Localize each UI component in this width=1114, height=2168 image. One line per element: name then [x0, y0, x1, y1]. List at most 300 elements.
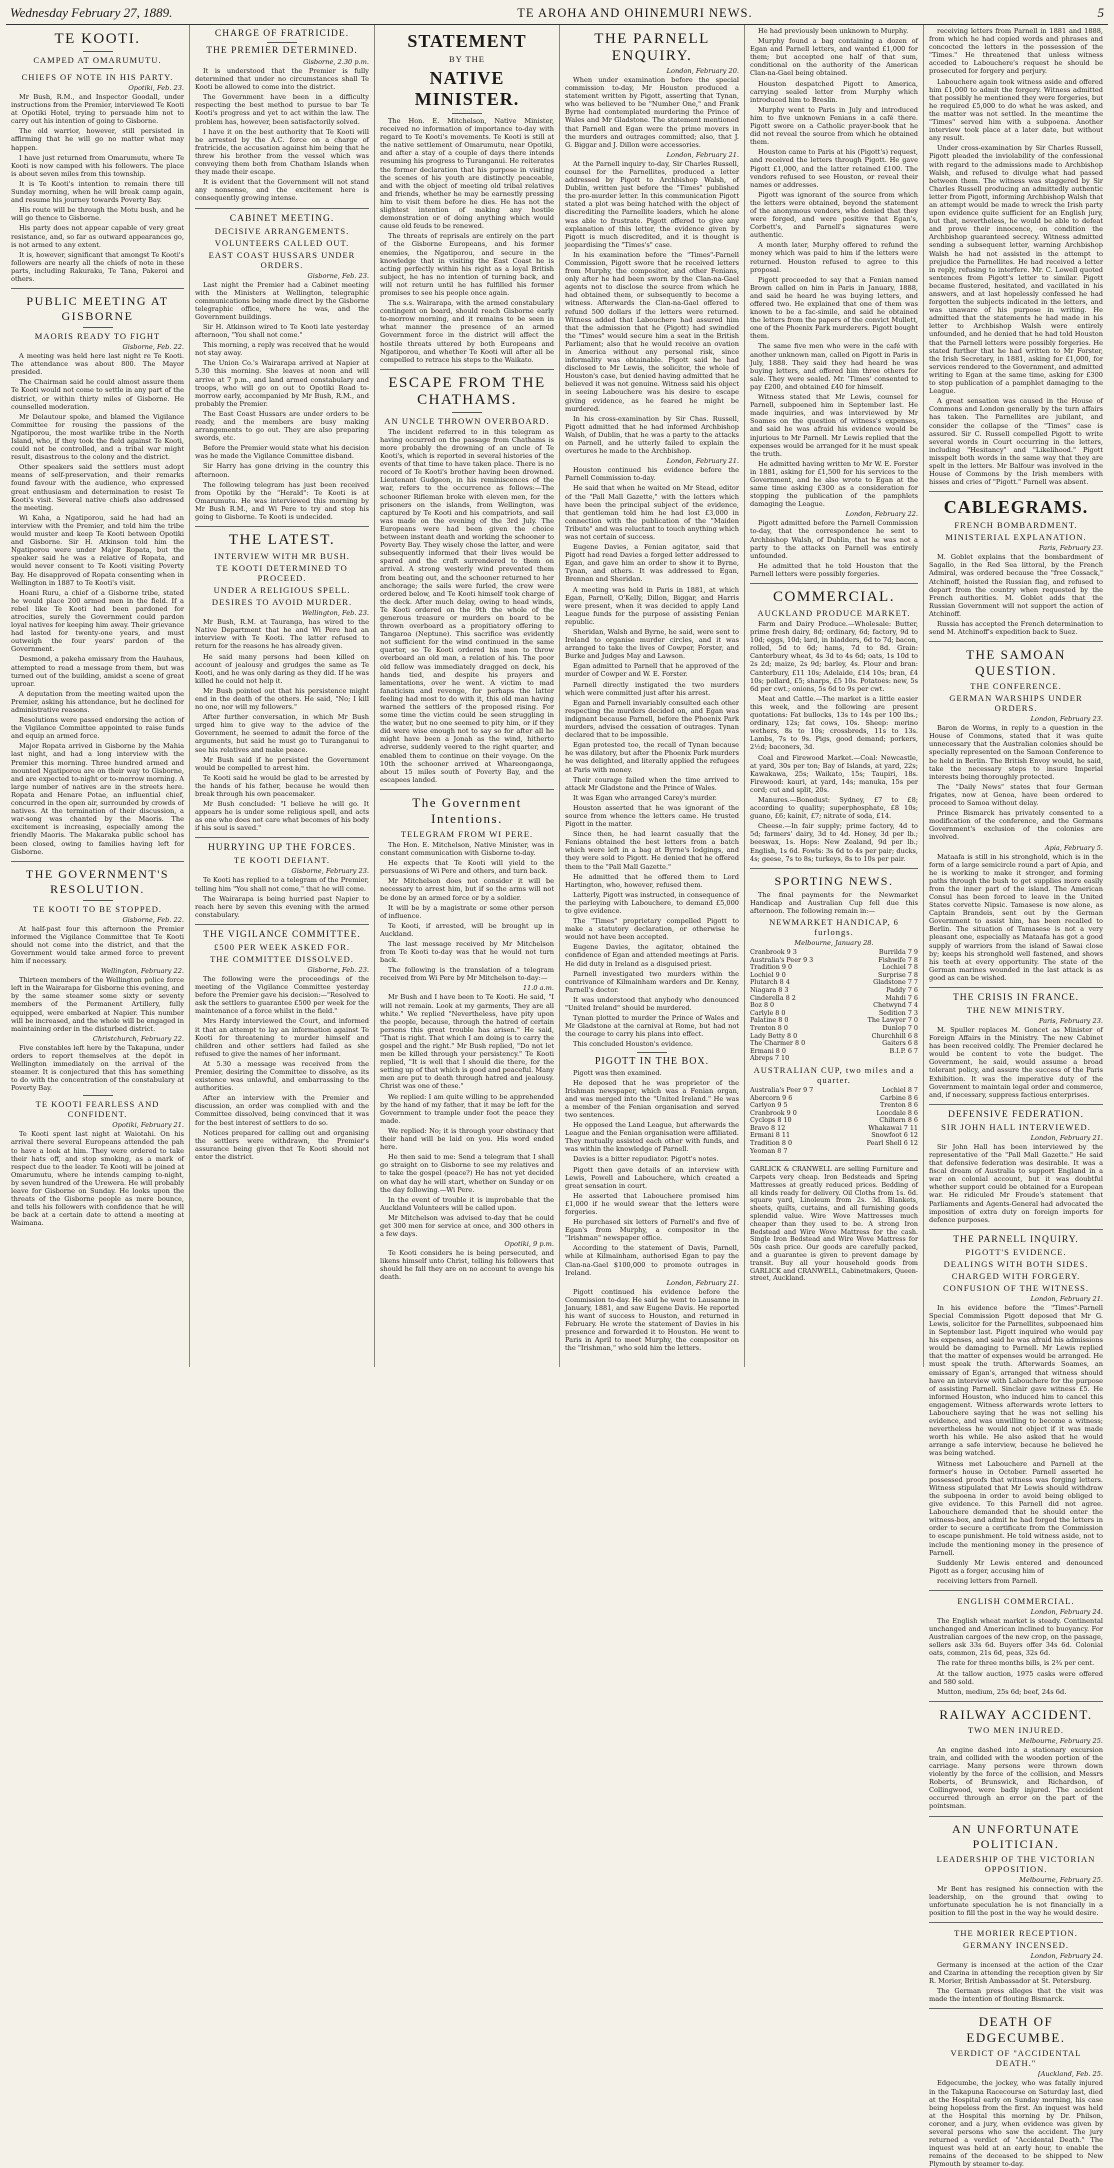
paragraph: Farm and Dairy Produce.—Wholesale: Butter, prime fresh dairy, 8d; ordinary, 6d; factory, 9d to 10d; eggs, 10d; lard, in bladders, 6d to 7d; bacon, rolled, 5d to 6d; hams, 7d to 8d. Grain: Canterbury wheat, 4s 3d to 4s 6d; oats, 1s 10d to 2s 2d; maize, 2s 9d; barley, 4s. Flour and bran: Canterbury, £11 10s; Adelaide, £14 10s; bran, £4 10s; pollard, £5; sharps, £5 10s. Potatoes: new, 5s 6d per cwt.; onions, 5s 6d to 9s per cwt.: [750, 620, 918, 693]
page-number: 5: [1097, 5, 1104, 20]
subhead: NEWMARKET HANDICAP, 6 furlongs.: [769, 917, 899, 937]
table-cell: Dunlop 7 0: [882, 1023, 918, 1032]
paragraph: He admitted that he told Houston that the Parnell letters were possibly forgeries.: [750, 561, 918, 578]
paragraph: Mrs Hardy interviewed the Court, and informed it that an attempt to lay an information against Te Kooti for threatening to murder himself and children and other settlers had failed as she refused to give the names of her informant.: [195, 1017, 369, 1058]
paragraph: Germany is incensed at the action of the Czar and Czarina in attending the reception given by Sir R. Morier, British Ambassador at St. Petersburg.: [929, 1960, 1103, 1986]
subhead: DEALINGS WITH BOTH SIDES.: [943, 1258, 1089, 1269]
paragraph: The rate for three months bills, is 2¾ per cent.: [937, 1659, 1095, 1668]
dateline: Christchurch, February 22.: [92, 1034, 184, 1043]
dateline: London, February 22.: [845, 510, 918, 519]
paragraph: Houston came to Paris at his (Pigott's) request, and received the letters through Pigott. He gave Pigott £1,000, and the latter retained £100. The vendors refused to see Houston, or reveal their names or addresses.: [750, 148, 918, 189]
headline: THE SAMOAN QUESTION.: [966, 647, 1066, 679]
headline: DEATH OF EDGECUMBE.: [966, 2014, 1066, 2046]
paragraph: The threats of reprisals are entirely on the part of the Gisborne Europeans, and his former enemies, the Ngatiporou, and secure in the knowledge that in visiting the East Coast he is acting perfectly within his right as a loyal British subject, he has no intention of turning back, and will not return until he has fulfilled his former promises to see his people once again.: [380, 232, 554, 297]
paragraph: receiving letters from Parnell in 1881 and 1888, from which he had copied words and phrases and concocted the letters in the possession of the "Times." He threatened that unless witness acceded to Labouchere's request he should be prosecuted for forgery and perjury.: [929, 27, 1103, 76]
paragraph: It is, however, significant that amongst Te Kooti's followers are nearly all the chiefs of note in these parts, including Rakuraku, Te Tana, Pakeroi and others.: [11, 250, 184, 283]
table-cell: Palatine 8 0: [750, 1016, 789, 1025]
table-cell: Boz 8 0: [750, 1001, 775, 1010]
subhead: AN UNCLE THROWN OVERBOARD.: [384, 415, 550, 426]
headline: TE KOOTI.: [54, 31, 141, 47]
table-cell: Tradition 9 0: [750, 963, 793, 972]
paragraph: Before the Premier would state what his decision was he made the Vigilance Committee disband.: [195, 444, 369, 461]
subhead: EAST COAST HUSSARS UNDER ORDERS.: [208, 249, 356, 270]
divider: [195, 924, 369, 925]
paragraph: In his cross-examination by Sir Chas. Russell, Pigott admitted that he had informed Archbishop Walsh, of Dublin, that he was a party to the attacks on Parnell, and he utterly failed to explain the overtures he made to the Archbishop.: [565, 414, 739, 456]
subhead: CHIEFS OF NOTE IN HIS PARTY.: [21, 72, 174, 82]
divider: [929, 641, 1103, 642]
dateline: Gisborne, Feb. 22.: [122, 915, 184, 924]
table-cell: Australia's Peer 9 3: [750, 955, 814, 964]
paragraph: After further conversation, in which Mr Bush urged him to give way to the advice of the Government, he seemed to admit the force of the arguments, but said he must go to Turanganui to see his relatives and make peace.: [195, 713, 369, 754]
paragraph: Te Kooti spent last night at Waiotahi. On his arrival there several Europeans attended the pah to have a look at him. They were ordered to take their hats off, and stop smoking, as a mark of respect due to the leader. Te Kooti will be joined at Omarumutu, where he intends camping to-night, by seven hundred of the Urewera. He will probably leave for Gisborne on Sunday. He looks upon the threats of the Gisborne people as mere bounce, and tells his followers with confidence that he will be back at a certain date to attend a meeting at Waimana.: [11, 1130, 184, 1228]
paragraph: Desmond, a pakeha emissary from the Hauhaus, attempted to read a message from them, but was turned out of the building, amidst a scene of great uproar.: [11, 655, 184, 688]
paragraph: His party does not appear capable of very great resistance, and, so far as outward appearances go, is not armed to any extent.: [11, 224, 184, 249]
dateline: London, February 21.: [666, 150, 739, 159]
divider: [11, 288, 184, 289]
divider: [83, 327, 113, 328]
paragraph: Wi Kaha, a Ngatiporou, said he had had an interview with the Premier, and told him the tribe would muster and keep Te Kooti between Opotiki and Gisborne. Sir H. Atkinson told him the Ngatiporou were under Major Ropata, but the speaker said he was a relative of Ropata, and would never consent to Te Kooti visiting Poverty Bay. He disapproved of Ropata consenting when in Wellington in 1887 to Te Kooti's visit.: [11, 513, 184, 587]
paragraph: Mr Bush, R.M., and Inspector Goodall, under instructions from the Premier, interviewed Te Kooti at Opotiki Hotel, trying to persuade him not to carry out his intention of going to Gisborne.: [11, 93, 184, 126]
paragraph: Mr Bush and I have been to Te Kooti. He said, "I will not remain. Look at my garments, They are all white." We replied "Nevertheless, have pity upon the people, because, through the hatred of certain persons this great trouble has arisen." He said, "That is right. That which I am doing is to carry the gospel and the right." Mr Bush replied, "Do not let men be killed through your persistency." Te Kooti replied, "It is well that I should die there, for the setting up of that which is good and peaceful. Many men are put to death through hatred and jealousy. Christ was one of these.": [380, 993, 554, 1091]
paragraph: Five constables left here by the Takapuna, under orders to report themselves at the depôt in Wellington immediately on the arrival of the steamer. It is conjectured that this has something to do with the concentration of the constabulary at Poverty Bay.: [11, 1043, 184, 1093]
paragraph: Pigott was ignorant of the source from which the letters were obtained, beyond the statement of the anonymous vendors, who denied that they were forged, and were positive that Egan's, Corbett's, and Parnell's signatures were authentic.: [750, 190, 918, 240]
subhead: ENGLISH COMMERCIAL.: [957, 1595, 1075, 1606]
divider: [929, 1104, 1103, 1105]
paragraph: Since then, he had learnt casually that the Fenians obtained the best letters from a batch which were left in a bag at Byrne's lodgings, and they were sold to Pigott. He denied that he offered them to the "Pall Mall Gazette.": [565, 830, 739, 871]
paragraph: Te Kooti considers he is being persecuted, and likens himself unto Christ, telling his followers that should he fall they are on no account to avenge his death.: [380, 1249, 554, 1282]
subhead: CABINET MEETING.: [229, 213, 335, 224]
paragraph: A great sensation was caused in the House of Commons and London generally by the turn affairs has taken. The Parnellites are jubilant, and consider the collapse of the "Times" case is assured. Sir C. Russell compelled Pigott to write several words in Court occurring in the letters, including "Hesitancy" and "Likelihood." Pigott misspelt both words in the same way that they are spelt in the letters. Mr Balfour was involved in the House of Commons by the Irish members with hisses and cries of "Pigott." Parnell was absent.: [929, 397, 1103, 487]
table-cell: Gaiters 6 8: [882, 1039, 918, 1048]
subhead: TE KOOTI FEARLESS AND CONFIDENT.: [35, 1099, 160, 1120]
dateline: 11.0 a.m.: [522, 984, 554, 993]
divider: [452, 113, 482, 114]
paragraph: Cheese.—In fair supply; prime factory, 4d to 5d; farmers' dairy, 3d to 4d. Honey, 3d per lb.; beeswax, 1s. Hops: New Zealand, 9d per lb.; English, 1s 6d. Fowls: 3s 6d to 4s per pair; ducks, 4s; geese, 7s to 8s; turkeys, 8s to 10s per pair.: [750, 822, 918, 863]
subhead: FRENCH BOMBARDMENT.: [954, 520, 1078, 531]
paragraph: The incident referred to in this telegram as having occurred on the passage from Chathams is more probably the drowning of an uncle of Te Kooti's, which is reported in several histories of the events of that time to have taken place. There is no record of Te Kooti's brother having been drowned. Lieutenant Gudgeon, in his reminiscences of the war, refers to the occurrence as follows:—The schooner Rifleman broke with eleven men, for the prisoners on the islands, from Wellington, was captured by Te Kooti and his compatriots, and sail was made on the evening of the 3rd July. The Europeans were had been given the choice between instant death and working the schooner to Poverty Bay. They wisely chose the latter, and were subsequently informed that their lives would be spared and the craft surrendered to them on arrival. A strong westerly wind prevented them from beating out, and the schooner returned to her anchorage; the sails were furled, the crew were ordered below, and Te Kooti himself took charge of the deck. After much delay, owing to head winds, Te Kooti ordered on the 9th the whole of the generous treasure or murders on board to be thrown overboard as a propitiatory offering to Tangaroa (Neptune). This sacrifice was evidently not sufficient for the wind continued in the same quarter, so Te Kooti ordered his men to throw overboard an old man, a relation of his. The poor old fellow was immediately dragged on deck, his hands tied, and despite his prayers and lamentations, over he went. A victim to mad fanaticism and revenge, for perhaps the latter feeling had most to do with it, this old man having warned the settlers of the proposed rising. For some time the victim could be seen struggling in the water, but no one seemed to pity him, or if they did were wise enough not to say so for after all he might have been a Jonah as the wind, hitherto adverse, suddenly veered to the right quarter, and enabled them to continue on their voyage. On the 10th the schooner arrived at Whareongaonga, about 15 miles south of Poverty Bay, and the escapees landed.: [380, 427, 554, 784]
paragraph: The Wairarapa is being hurried past Napier to reach here by seven this evening with the armed constabulary.: [195, 894, 369, 919]
headline: THE PARNELL ENQUIRY.: [594, 31, 710, 64]
paragraph: A deputation from the meeting waited upon the Premier, asking his attendance, but he declined for administrative reasons.: [11, 689, 184, 714]
headline: NATIVE MINISTER.: [414, 68, 520, 109]
paragraph: The German press alleges that the visit was made the intention of flouting Bismarck.: [929, 1987, 1103, 2004]
subhead: MINISTERIAL EXPLANATION.: [945, 532, 1087, 543]
paragraph: We replied: No; it is through your obstinacy that their hand will be laid on you. His word ended here.: [380, 1126, 554, 1152]
subhead: BY THE: [449, 54, 485, 64]
dateline: London, February 21.: [1030, 1294, 1103, 1303]
divider: [195, 837, 369, 838]
paragraph: He then said to me: Send a telegram that I shall go straight on to Gisborne to see my relatives and to take the gospel (peace?) He has not yet decided on what day he will start, whether on Sunday or on the day following.—Wi Pere.: [380, 1153, 554, 1194]
divider: [83, 1095, 113, 1096]
subhead: THE NEW MINISTRY.: [966, 1005, 1066, 1015]
paragraph: Egan admitted to Parnell that he approved of the murder of Cowper and W. E. Forster.: [565, 662, 739, 679]
paragraph: I have it on the best authority that Te Kooti will be arrested by the A.C. force on a charge of fratricide, the accusation against him being that he threw his brother from the vessel which was conveying them both from Chatham Islands when they made their escape.: [195, 127, 369, 177]
divider: [637, 1052, 667, 1053]
subhead: GERMAN WARSHIPS UNDER ORDERS.: [949, 693, 1083, 714]
table-cell: Plutarch 8 4: [750, 978, 790, 987]
table-cell: Pearl Shell 6 12: [866, 1139, 918, 1148]
divider: [750, 1160, 918, 1161]
column-2: [190, 25, 375, 1367]
divider: [83, 68, 113, 69]
divider: [929, 491, 1103, 492]
table-row: [750, 1148, 918, 1156]
subhead: THE MORIER RECEPTION.: [954, 1927, 1078, 1938]
table-cell: Yeoman 8 7: [750, 1146, 788, 1155]
paragraph: Murphy found a bag containing a dozen of Egan and Parnell letters, and wanted £1,000 for them; but accepted one half of that sum, conditional on the authority of the American Clan-na-Gael being obtained.: [750, 37, 918, 78]
paragraph: Sir H. Atkinson wired to Te Kooti late yesterday afternoon, "You shall not come.": [195, 322, 369, 340]
paragraph: We replied: I am quite willing to be apprehended by the hand of my father, that it may be left for the Government to trample under foot the peace they made.: [380, 1092, 554, 1125]
table-cell: Lady Betty 8 0: [750, 1031, 798, 1040]
subhead: DECISIVE ARRANGEMENTS.: [214, 225, 350, 236]
table-cell: Lochiel 9 0: [750, 970, 786, 979]
paragraph: Meat and Cattle.—The market is a little easier this week, and the following are present quotations: Fat bullocks, 13s to 14s per 100 lbs.; ordinary, 12s; fat cows, 10s. Sheep: merino wethers, 8s to 10s; crossbreds, 11s to 13s. Lambs, 7s to 9s. Pigs, good demand; porkers, 2½d; baconers, 3d.: [750, 694, 918, 752]
paragraph: Pigott was then examined.: [573, 1068, 662, 1077]
paragraph: Pigott proceeded to say that a Fenian named Brown called on him in Paris in January, 1888, and said he heard he was buying letters, and offered two. He explained that one of them was known to be a fac-simile, and said he obtained the letters from the papers of the convict Mullett, one of the Phoenix Park murderers. Pigott bought them.: [750, 275, 918, 341]
paragraph: The s.s. Wairarapa, with the armed constabulary contingent on board, should reach Gisborne early to-morrow morning, and it remains to be seen in what manner the presence of an armed Government force in the district will affect the hostile threats uttered by both Europeans and Ngatiporou, and whether Te Kooti will after all be compelled to retrace his steps to the Waikato.: [380, 299, 554, 364]
dateline: London, February 21.: [1030, 1133, 1103, 1142]
paragraph: The same five men who were in the café with another unknown man, called on Pigott in Paris in July, 1888. They said they had heard he was buying letters, and offered him three others for sale. They were sealed. Mr. 'Times' consented to pay £200, and obtained £40 for himself.: [750, 342, 918, 391]
paragraph: Davies is a bitter repudiator. Pigott's notes.: [573, 1155, 719, 1164]
divider: [929, 1701, 1103, 1702]
column-5: [745, 25, 924, 1367]
column-3: [375, 25, 560, 1367]
table-cell: Lochiel 8 7: [882, 1085, 918, 1094]
dateline: Opotiki, February 21.: [112, 1121, 184, 1130]
subhead: AUCKLAND PRODUCE MARKET.: [757, 608, 911, 618]
table-cell: Cranbrook 9 0: [750, 1108, 797, 1117]
paragraph: He expects that Te Kooti will yield to the persuasions of Wi Pere and others, and turn back.: [380, 859, 554, 876]
table-cell: Churchhill 6 8: [871, 1031, 918, 1040]
divider: [750, 868, 918, 869]
paragraph: It will be by a magistrate or some other person of influence.: [380, 903, 554, 920]
paragraph: Under cross-examination by Sir Charles Russell, Pigott pleaded the inviolability of the confessional with regard to the admissions made to Archbishop Walsh, and refused to divulge what had passed between them. The witness was staggered by Sir Charles Russell producing an admittedly authentic letter from Pigott, informing Archbishop Walsh that an attempt would be made to wreck the Irish party upon evidence quite sufficient for an English jury, but that, nevertheless, he would be able to defeat and prove their innocence, on condition the Archbishop guaranteed secrecy. Witness admitted sending a subsequent letter, warning Archbishop Walsh he had not assisted in the attempt to prejudice the Parnellites. He had received a letter in reply, refusing to interfere. Mr. C. Lowell quoted sentences from Pigott's letter to similar. Pigott became flustered, hesitated, and vacillated in his answers, and at last hopelessly confessed he had forgotten the subjects indicated in the letters, and was unaware of his purpose in writing. He admitted that the statements he had made in his letter to Archbishop Walsh were entirely unfounded, and he denied that he had told Houston that the Parnell letters were possibly forgeries. He stated further that he had written to Mr Forster, the Irish Secretary, in 1881, asking for £1,000, for services rendered to the Government, and admitted writing to Egan at the same time, asking for £300 to stop publication of a pamphlet damaging to the League.: [929, 144, 1103, 396]
paragraph: Last night the Premier had a Cabinet meeting with the Ministers at Wellington, telegraphic communications being made direct by the Gisborne telegraphic office, where he was, and the Government buildings.: [195, 280, 369, 321]
table-cell: Surprise 7 8: [878, 970, 918, 979]
subhead: THE COMMITTEE DISSOLVED.: [210, 953, 354, 964]
paragraph: Other speakers said the settlers must adopt means of self-preservation, and their remarks found favour with the audience, who expressed great enthusiasm and determination to resist Te Kooti's visit. Several native chiefs also addressed the meeting.: [11, 463, 184, 512]
paragraph: Edgecumbe, the jockey, who was fatally injured in the Takapuna Racecourse on Saturday last, died at the Hospital early on Sunday morning, his case being hopeless from the first. An inquest was held at the Hospital this morning by Dr. Philson, coroner, and a jury, when evidence was given by several persons who saw the accident. The jury returned a verdict of "Accidental Death." The inquest was held at an early hour, to enable the remains of the deceased to be shipped to New Plymouth by steamer to-day.: [929, 2079, 1103, 2168]
table-cell: Australia's Peer 9 7: [750, 1085, 814, 1094]
subhead: CAMPED AT OMARUMUTU.: [33, 55, 162, 65]
headline: RAILWAY ACCIDENT.: [939, 1706, 1093, 1722]
divider: [929, 1816, 1103, 1817]
subhead: TWO MEN INJURED.: [967, 1724, 1065, 1735]
subhead: INTERVIEW WITH MR BUSH.: [214, 551, 350, 562]
advertisement: GARLICK & CRANWELL are selling Furniture and Carpets very cheap. Iron Bedsteads and Spring Mattresses at greatly reduced prices. Bedding of all kinds ready for delivery. Oil Cloths from 1s. 6d. square yard, Linoleum from 2s. 3d. Blankets, sheets, quilts, curtains, and all furnishing goods splendid value. Wire Wove Mattresses much cheaper than they used to be. A strong Iron Bedstead and Wire Wove Mattress for the cash. Single Iron Bedstead and Wire Wove Mattress for 50s cash price. Our goods are carefully packed, and a guarantee is given to prevent damage by transit. Buy all your household goods from GARLICK and CRANWELL, Cabinetmakers, Queen-street, Auckland.: [750, 1165, 918, 1283]
paragraph: Baron de Worms, in reply to a question in the House of Commons, stated that it was quite unnecessary that the Australian colonies should be specially represented on the Samoan Conference to be held in Berlin. The British Envoy would, he said, take the necessary steps to insure Imperial interests being thoroughly protected.: [929, 724, 1103, 781]
paragraph: Parnell directly instigated the two murders which were committed just after his arrest.: [565, 680, 739, 697]
paragraph: He said that when he waited on Mr Stead, editor of the "Pall Mall Gazette," with the letters which have been the principal subject of the evidence, that gentleman told him he had lost £3,000 in connection with the publication of the "Maiden Tribute" and was reluctant to touch anything which was not certain of success.: [565, 484, 739, 541]
paragraph: The Government have been in a difficulty respecting the best method to pursue to bar Te Kooti's progress and yet to act within the law. The problem has, however, been satisfactorily solved.: [195, 93, 369, 126]
table-cell: Carlyon 9 5: [750, 1101, 788, 1110]
paragraph: He deposed that he was proprietor of the Irishman newspaper, which was a Fenian organ, and was merged into the "United Ireland." He was a member of the Fenian organisation and served two sentences.: [565, 1078, 739, 1119]
table-cell: Fishwife 7 8: [878, 955, 918, 964]
table-row: [750, 1055, 918, 1063]
paragraph: The "Daily News" states that four German frigates, now at Genoa, have been ordered to proceed to Samoa without delay.: [929, 782, 1103, 808]
paragraph: Mr Bush, R.M. at Tauranga, has wired to the Native Department that he and Wi Pere had an interview with Te Kooti. The latter refused to return for the reasons he has already given.: [195, 618, 369, 651]
dateline: Melbourne, January 28.: [794, 939, 874, 947]
paragraph: A meeting was held in Paris in 1881, at which Egan, Parnell, O'Kelly, Dillon, Biggar, and Harris were present, when it was decided to apply Land League funds for the purpose of assisting Fenian republic.: [565, 585, 739, 626]
dateline: Apia, February 5.: [1044, 843, 1103, 852]
paragraph: I have just returned from Omarumutu, where Te Kooti is now camped with his followers. The place is about seven miles from this township.: [11, 153, 184, 178]
paragraph: At the Parnell inquiry to-day, Sir Charles Russell, counsel for the Parnellites, produced a letter addressed by Pigott to Archbishop Walsh, of Dublin, written just before the "Times" published the pro-murder letter. In this communication Pigott stated a plot was being hatched with the object of discrediting the Parnellite leaders, which he alone was able to frustrate. Pigott offered to give any explanation of this letter, the evidence given by Pigott is much discredited, and it is thought is jeopardising the "Times's" case.: [565, 159, 739, 249]
paragraph: Te Kooti, if arrested, will be brought up in Auckland.: [380, 921, 554, 938]
headline: SPORTING NEWS.: [774, 873, 894, 888]
subhead: MAORIS READY TO FIGHT: [34, 331, 161, 342]
paragraph: An engine dashed into a stationary excursion train, and collided with the wooden portion of the carriage. Many persons were thrown down violently by the force of the collision, and Messrs Roberts, of Brunswick, and Richardson, of Collingwood, were badly injured. The accident occurred through an error on the part of the pointsman.: [929, 1745, 1103, 1811]
paragraph: Russia has accepted the French determination to send M. Atchinoff's expedition back to Suez.: [929, 620, 1103, 637]
paragraph: Houston continued his evidence before the Parnell Commission to-day.: [565, 466, 739, 483]
paragraph: Major Ropata arrived in Gisborne by the Mahia last night, and had a long interview with the Premier this morning. Three hundred armed and mounted Ngatiporou are on their way to Gisborne, and are expected to-night or to-morrow morning. A large number of natives are in the streets here. Ropata and Henare Potae, an influential chief, concurred in the open air, surrounded by crowds of natives. At the termination of their discussion, a war-song was chanted by the Maoris. The excitement is increasing, especially among the friendly Maoris. The Makaraka public school has been closed, owing to families having left for Gisborne.: [11, 742, 184, 856]
paragraph: It is understood that the Premier is fully determined that under no circumstances shall Te Kooti be allowed to come into the district.: [195, 67, 369, 92]
paragraph: Pigott admitted before the Parnell Commission to-day, that the correspondence he sent to Archbishop Walsh, of Dublin, that he was not a party to the attacks on Parnell was entirely unfounded.: [750, 519, 918, 560]
table-cell: Niagara 8 3: [750, 985, 789, 994]
paragraph: M. Spuller replaces M. Goncet as Minister of Foreign Affairs in the Ministry. The new Cabinet has been received coldly. The Premier declared he would be content to vote the budget. The Government, he said, would assume a broad tolerant policy, and assure the success of the Paris Exhibition. It was the imperative duty of the Government to maintain legal order and commerce, and, if necessary, suppress factious enterprises.: [929, 1026, 1103, 1099]
masthead-date: Wednesday February 27, 1889.: [10, 5, 173, 20]
dateline: Melbourne, February 25.: [1019, 1736, 1103, 1745]
subhead: CONFUSION OF THE WITNESS.: [942, 1282, 1090, 1293]
paragraph: The final payments for the Newmarket Handicap and Australian Cup fell due this afternoon. The following remain in:—: [750, 890, 918, 915]
table-cell: The Charmer 8 0: [750, 1039, 806, 1048]
headline: AN UNFORTUNATE POLITICIAN.: [952, 1821, 1080, 1851]
table-cell: Trenton 8 0: [750, 1023, 788, 1032]
subhead: AUSTRALIAN CUP, two miles and a quarter.: [753, 1064, 915, 1085]
table-cell: The Lawyer 7 0: [867, 1016, 918, 1025]
dateline: London, February 21.: [666, 1278, 739, 1287]
subhead: £500 PER WEEK ASKED FOR.: [213, 941, 350, 952]
divider: [929, 2008, 1103, 2009]
dateline: Gisborne, Feb. 22.: [122, 343, 184, 352]
paragraph: Prince Bismarck has privately consented to a modification of the conference, and the Germans Government's exclusion of the colonies are involved.: [929, 809, 1103, 842]
dateline: [Auckland, Feb. 25.: [1038, 2070, 1103, 2079]
column-6: [924, 25, 1108, 2168]
entries-table: [750, 949, 918, 1063]
paragraph: Egan and Parnell invariably consulted each other respecting the murders decided on, and Egan was indignant because Parnell, before the Phoenix Park murders, advised the cessation of outrages. Tynan declared that to be impossible.: [565, 698, 739, 740]
paragraph: Mr Bush pointed out that his persistence might end in the death of the others. He said, "No; I kill no one, nor will my followers.": [195, 686, 369, 712]
paragraph: It is Te Kooti's intention to remain there till Sunday morning, when he will break camp again, and resume his journey towards Poverty Bay.: [11, 179, 184, 205]
paragraph: The old warrior, however, still persisted in affirming that he will go no matter what may happen.: [11, 127, 184, 152]
paragraph: Mr Bent has resigned his connection with the leadership, on the ground that owing to unfortunate speculation he is not financially in a position to fill the post in the way he would desire.: [929, 1884, 1103, 1917]
subhead: PIGOTT IN THE BOX.: [594, 1055, 710, 1067]
masthead-title: TE AROHA AND OHINEMURI NEWS.: [517, 6, 753, 20]
subhead: HURRYING UP THE FORCES.: [207, 843, 357, 854]
dateline: Gisborne, Feb. 23.: [307, 965, 369, 974]
table-cell: Ermani 8 0: [750, 1046, 786, 1055]
paragraph: He asserted that Labouchere promised him £1,000 if he would swear that the letters were forgeries.: [565, 1191, 739, 1216]
subhead: TELEGRAM FROM WI PERE.: [400, 828, 534, 839]
table-cell: Paddy 7 6: [886, 985, 918, 994]
paragraph: He admitted having written to Mr W. E. Forster in 1881, asking for £1,500 for his services to the Government, and he also wrote to Egan at the same time asking £300 as a consideration for stopping the publication of the pamphlets damaging the League.: [750, 459, 918, 509]
dateline: London, February 23.: [1030, 715, 1103, 724]
paragraph: Houston asserted that he was ignorant of the source from whence the letters came. He trusted Pigott in the matter.: [565, 803, 739, 829]
subhead: THE CONFERENCE.: [970, 681, 1062, 692]
paragraph: Mataafa is still in his stronghold, which is in the form of a large semicircle round a part of Apia, and he is working to make it stronger, and forming paths through the bush to get supplies more easily from the inner part of the island. The American Consul has been forced to leave in the United States corvette Nipsic. Tamasese is now alone, as Captain Brandeis, sent out by the German Government to assist him, has been recalled to Berlin. The situation of Tamasese is not a very pleasant one, especially as Mataafa has got a good supply of warriors from the island of Sawai close by; keeps his stronghold well fastened, and shows his teeth at every opportunity. The state of the German marines wounded in the last attack is as good as can be wished.: [929, 852, 1103, 982]
paragraph: This morning, a reply was received that he would not stay away.: [195, 341, 369, 358]
headline: ESCAPE FROM THE CHATHAMS.: [388, 374, 546, 408]
headline: The Government Intentions.: [412, 794, 522, 826]
paragraph: Hoani Ruru, a chief of a Gisborne tribe, stated he would place 200 armed men in the field. If a rebel like Te Kooti had been pardoned for atrocities, surely the Government could pardon loyal natives for keeping him away. Their grievance had lasted for twenty-one years, and must outweigh the four years' pardon of the Government.: [11, 588, 184, 654]
column-4: [560, 25, 745, 1367]
paragraph: The English wheat market is steady. Continental unchanged and American inclined to buoyancy. For Australian cargoes of the new crop, on the passage, sellers ask 33s 6d. Buyers offer 34s 6d. Colonial oats, common, 21s 6d, peas, 32s 6d.: [929, 1616, 1103, 1658]
subhead: TE KOOTI DEFIANT.: [234, 855, 330, 866]
paragraph: The Hon. E. Mitchelson, Native Minister, received no information of importance to-day with regard to Te Kooti's movements. Te Kooti is still at the native settlement of Omarumutu, near Opotiki, and after a stay of a couple of days there intends resuming his progress to Turanganui. He reiterates the former declaration that his purpose in visiting the scenes of his youth are distinctly peaceable, and with the object of meeting old tribal relatives and friends, whether he may be earnestly pressing him to visit them before he dies. He has not the slightest intention of making any hostile demonstration or of doing anything which would cause old feuds to be renewed.: [380, 117, 554, 231]
paragraph: He had previously been unknown to Murphy.: [758, 27, 909, 35]
table-cell: Whakawai 7 11: [868, 1123, 918, 1132]
columns: [6, 25, 1108, 2168]
paragraph: Mutton, medium, 25s 6d; beef, 24s 6d.: [937, 1687, 1067, 1696]
dateline: Gisborne, February 23.: [291, 867, 369, 876]
subhead: TE KOOTI TO BE STOPPED.: [32, 903, 163, 914]
divider: [929, 987, 1103, 988]
dateline: London, February 20.: [666, 67, 739, 75]
table-cell: Chiltern 8 6: [879, 1116, 918, 1125]
divider: [195, 208, 369, 209]
paragraph: Mr Mitchelson was advised to-day that he could get 300 men for service at once, and 300 others in a few days.: [380, 1213, 554, 1239]
headline: STATEMENT: [407, 31, 527, 51]
paragraph: The following telegram has just been received from Opotiki by the "Herald": Te Kooti is at Omarumutu. He was interviewed this morning by Mr Bush R.M., and Wi Pere to try and stop his going to Gisborne. Te Kooti is undecided.: [195, 480, 369, 522]
table-cell: Chetwynd 7 4: [873, 1001, 918, 1010]
dateline: London, February 21.: [666, 457, 739, 466]
paragraph: The "Times" proprietary compelled Pigott to make a statutory declaration, or otherwise he would not have been accepted.: [565, 917, 739, 942]
subhead: THE CRISIS IN FRANCE.: [952, 993, 1080, 1003]
table-cell: Carbine 8 6: [880, 1093, 918, 1102]
table-cell: Ermani 8 11: [750, 1131, 791, 1140]
subhead: TE KOOTI DETERMINED TO PROCEED.: [216, 563, 348, 584]
table-cell: Cranbrook 9 3: [750, 948, 797, 956]
paragraph: Tynan plotted to murder the Prince of Wales and Mr Gladstone at the carnival at Rome, but had not the courage to carry his plans into effect.: [565, 1014, 739, 1039]
paragraph: Eugene Davies, the agitator, obtained the confidence of Egan and attended meetings at Paris. He did duty in Ireland as a disguised priest.: [565, 943, 739, 968]
divider: [380, 369, 554, 370]
table-cell: Snowfoot 6 12: [871, 1131, 918, 1140]
table-cell: Loocdale 8 6: [876, 1108, 918, 1117]
paragraph: When under examination before the special commission to-day, Mr Houston produced a statement written by Pigott, asserting that Tynan, who was believed to be "Number One," and Frank Byrne had contemplated murdering the Prince of Wales and Mr Gladstone. The statement mentioned that Parnell and Egan were the prime movers in the murders and outrages committed; also, that J. G. Biggar and J. Dillon were accessories.: [565, 76, 739, 149]
divider: [929, 1922, 1103, 1923]
paragraph: He said many persons had been killed on account of jealousy and grudges the same as Te Kooti, and he was only daring as they did. If he was killed he could not help it.: [195, 652, 369, 685]
paragraph: Resolutions were passed endorsing the action of the Vigilance Committee appointed to raise funds and equip an armed force.: [11, 716, 184, 741]
subhead: CHARGED WITH FORGERY.: [951, 1270, 1081, 1281]
dateline: Opotiki, 9 p.m.: [504, 1240, 554, 1249]
table-cell: Lochiel 7 8: [882, 963, 918, 972]
subhead: THE PREMIER DETERMINED.: [206, 46, 358, 56]
paragraph: In his evidence before the "Times"-Parnell Special Commission Pigott deposed that Mr G. Lewis, solicitor for the Parnellites, subpoenaed him in September last. Pigott inquired who would pay his expenses, and said he was afraid his admissions would be damaging to Parnell. Mr Lewis replied that the matter of expenses would be arranged. He must speak the truth. Afterwards Soames, an emissary of Egan's, arranged that witness should have an interview with Labouchere for the purpose of assisting Parnell. Sinclair gave witness £5. He informed Houston, who induced him to cancel this engagement. Witness afterwards wrote letters to Labouchere saying that he was not selling his evidence, and was unwilling to become a witness; nevertheless he would not object if it was made worth his while. He also asked that he would arrange a safe interview, because he believed he was being watched.: [929, 1303, 1103, 1458]
paragraph: He admitted that he offered them to Lord Hartington, who, however, refused them.: [565, 872, 739, 889]
paragraph: Pigott continued his evidence before the Commission to-day. He said he went to Lausanne in January, 1881, and saw Eugene Davis. He reported his want of success to Houston, and returned in February. He wrote the statement of Davies in his presence and forwarded it to Houston. He went to Paris in April to meet Murphy, the compositor on the "Irishman," who sold him the letters.: [565, 1287, 739, 1353]
paragraph: Murphy went to Paris in July and introduced him to five unknown Fenians in a café there. Pigott swore on a Catholic prayer-book that he did not reveal the source from which he obtained them.: [750, 105, 918, 147]
headline: PUBLIC MEETING AT GISBORNE: [26, 294, 169, 324]
divider: [195, 526, 369, 527]
paragraph: It was understood that anybody who denounced "United Ireland" should be murdered.: [565, 995, 739, 1013]
dateline: Wellington, Feb. 23.: [301, 609, 369, 618]
headline: COMMERCIAL.: [773, 589, 895, 605]
paragraph: According to the statement of Davis, Parnell, while at Kilmainham, authorised Egan to pay the Clan-na-Gael $100,000 to promote outrages in Ireland.: [565, 1244, 739, 1277]
paragraph: Thirteen members of the Wellington police force left in the Wairarapa for Gisborne this evening, and by the same steamer some sixty or seventy members of the Permanent Artillery, fully equipped, were embarked at Napier. This number will be increased, and the whole will be engaged in maintaining order in the disturbed district.: [11, 976, 184, 1033]
paragraph: The Chairman said he could almost assure them Te Kooti would not come to settle in any part of the district, or within thirty miles of Gisborne. He counselled moderation.: [11, 378, 184, 411]
subhead: GERMANY INCENSED.: [963, 1939, 1069, 1950]
dateline: London, February 24.: [1030, 1607, 1103, 1616]
table-cell: Gladstone 7 7: [873, 978, 918, 987]
paragraph: Their courage failed when the time arrived to attack Mr Gladstone and the Prince of Wales.: [565, 775, 739, 792]
paragraph: The following were the proceedings of the meeting of the Vigilance Committee yesterday before the Premier gave his decision:—"Resolved to ask the settlers to guarantee £500 per week for the maintenance of a force whilst in the field.": [195, 974, 369, 1016]
paragraph: A month later, Murphy offered to refund the money which was paid to him if the letters were returned. Houston refused to agree to this proposal.: [750, 241, 918, 274]
paragraph: Notices prepared for calling out and organising the settlers were withdrawn, the Premier's assurance being given that Te Kooti should not enter the district.: [195, 1128, 369, 1161]
paragraph: Mr Mitchelson does not consider it will be necessary to arrest him, but if so the arms will not be done by an armed force or by a soldier.: [380, 877, 554, 902]
divider: [929, 1590, 1103, 1591]
paragraph: It is evident that the Government will not stand any nonsense, and the excitement here is consequently growing intense.: [195, 178, 369, 203]
paragraph: His route will be through the Motu bush, and he will go thence to Gisborne.: [11, 206, 184, 223]
paragraph: He opposed the Land League, but afterwards the League and the Fenian organisation were affiliated. They mutually assisted each other with funds, and was within the knowledge of Parnell.: [565, 1121, 739, 1154]
paragraph: This concluded Houston's evidence.: [573, 1040, 693, 1049]
dateline: Paris, February 23.: [1038, 544, 1103, 553]
dateline: Gisborne, 2.30 p.m.: [303, 58, 369, 66]
table-cell: Abercorn 9 6: [750, 1093, 793, 1102]
dateline: Wellington, February 22.: [100, 967, 184, 976]
paragraph: Sheridan, Walsh and Byrne, he said, were sent to Ireland to organise murder circles, and it was arranged to take the lives of Cowper, Forster, and Burke and Judges May and Lawson.: [565, 628, 739, 661]
paragraph: Eugene Davies, a Fenian agitator, said that Pigott had read Davies a forged letter addressed to Egan, and gave him an order to show it to Byrne, Tynan, and others. It was addressed to Egan, Brennan and Sheridan.: [565, 543, 739, 584]
paragraph: After an interview with the Premier and discussion, an order was complied with and the Committee dissolved, being convinced that it was for the best interest of settlers to do so.: [195, 1094, 369, 1127]
paragraph: Suddenly Mr Lewis entered and denounced Pigott as a forger, accusing him of: [929, 1558, 1103, 1575]
divider: [267, 42, 297, 43]
paragraph: Mr Delautour spoke, and blamed the Vigilance Committee for rousing the passions of the Ngatiporou, the most warlike tribe in the North Island, who, if they took the field against Te Kooti, could not be controlled, and a tribal war might result, disastrous to the colony and the district.: [11, 412, 184, 462]
entries-table: [750, 1087, 918, 1155]
dateline: Melbourne, February 25.: [1019, 1875, 1103, 1884]
divider: [750, 583, 918, 584]
column-1: [6, 25, 190, 1367]
masthead: [6, 4, 1108, 25]
dateline: London, February 24.: [1030, 1951, 1103, 1960]
paragraph: Witness met Labouchere and Parnell at the former's house in October. Parnell asserted he possessed proofs that witness was forging letters. Witness stipulated that Mr Lewis should withdraw the subpoena in order to avoid being obliged to give evidence. To this Parnell did not agree. Labouchere demanded that he should enter the witness-box, and admit he had forged the letters in order to secure a certificate from the Commission to escape punishment. He told witness aside, not to include the mentioning money in the presence of Parnell.: [929, 1459, 1103, 1557]
paragraph: Egan protested too, the recall of Tynan because he was dilatory, but after the Phoenix Park murders he was delighted, and literally applied the refugees at Paris with money.: [565, 741, 739, 774]
paragraph: In the event of trouble it is improbable that the Auckland Volunteers will be called upon.: [380, 1195, 554, 1212]
table-cell: Burrilda 7 9: [878, 948, 918, 956]
paragraph: Mr Bush said if he persisted the Government would be compelled to arrest him.: [195, 755, 369, 772]
paragraph: Coal and Firewood Market.—Coal: Newcastle, at yard, 30s per ton; Bay of Islands, at yard, 22s; Kawakawa, 25s; Waikato, 15s; Taupiri, 18s. Firewood: kauri, at yard, 14s; manuka, 15s per cord; cut and split, 20s.: [750, 753, 918, 794]
dateline: Opotiki, Feb. 23.: [128, 84, 184, 92]
subhead: DEFENSIVE FEDERATION.: [947, 1109, 1085, 1120]
subhead: DESIRES TO AVOID MURDER.: [211, 597, 353, 608]
paragraph: At the tallow auction, 1975 casks were offered and 580 sold.: [929, 1669, 1103, 1686]
subhead: THE VIGILANCE COMMITTEE.: [203, 929, 361, 940]
paragraph: receiving letters from Parnell.: [937, 1576, 1038, 1585]
subhead: VERDICT OF "ACCIDENTAL DEATH.": [950, 2048, 1082, 2069]
paragraph: Sir John Hall has been interviewed by the representative of the "Pall Mall Gazette." He said that defensive federation was desirable. It was a fiscal dream of Australia to support England in a war on colonial account, but it was doubtful whether support could be obtained for a European war. He ridiculed Mr Froude's statement that Parliaments and Agents-General had advocated the imposition of extra duty on foreign imports for defence purposes.: [929, 1142, 1103, 1224]
paragraph: M. Goblet explains that the bombardment of Sagallo, in the Red Sea littoral, by the French Admiral, was ordered because the "free Cossack," Atchinoff, hoisted the Russian flag, and refused to depart from the country when requested by the French authorities. M. Goblet adds that the Russian Government will not support the action of Atchinoff.: [929, 553, 1103, 618]
paragraph: It was Egan who arranged Carey's murder.: [573, 793, 717, 802]
subhead: LEADERSHIP OF THE VICTORIAN OPPOSITION.: [936, 1853, 1096, 1874]
table-cell: B.I.P. 6 7: [889, 1046, 918, 1055]
subhead: PIGOTT'S EVIDENCE.: [965, 1246, 1067, 1257]
paragraph: Pigott then gave details of an interview with Lewis, Powell and Labouchere, which created a great sensation in court.: [565, 1165, 739, 1190]
paragraph: At 5.30 a message was received from the Premier, desiring the Committee to dissolve, as its existence was unlawful, and embarrassing to the authorities.: [195, 1059, 369, 1093]
paragraph: Manures.—Bonedust: Sydney, £7 to £8; according to quality; superphosphate, £8 10s; guano, £6; kainit, £7; nitrate of soda, £14.: [750, 795, 918, 821]
table-cell: Bravo 8 12: [750, 1123, 786, 1132]
table-cell: Abreps 7 10: [750, 1054, 790, 1063]
paragraph: The Union Co.'s Wairarapa arrived at Napier at 5.30 this morning. She leaves at noon and will arrive at 7 p.m., and land armed constabulary and troops, who will go on out to Opotiki Road to-morrow early, accompanied by Mr Bush, R.M., and probably the Premier.: [195, 359, 369, 408]
paragraph: Sir Harry has gone driving in the country this afternoon.: [195, 462, 369, 479]
paragraph: Mr Bush concluded: "I believe he will go. It appears he is under some religious spell, and acts as one who does not care what becomes of his body if his soul is saved.": [195, 800, 369, 833]
table-cell: Mahdi 7 6: [885, 993, 918, 1002]
divider: [11, 861, 184, 862]
paragraph: In his examination before the "Times"-Parnell Commission, Pigott swore that he received letters from Murphy, the compositor, and other Fenians, only after he had been sworn by the Clan-na-Gael agents not to disclose the source from which he had obtained them, or subsequently to become a witness. Afterwards the Clan-na-Gael offered to refund 500 dollars if the letters were returned. Witness added that Labouchere had assured him that the admission that he (Pigott) had swindled the "Times" would secure him a seat in the British Parliament; also that he would receive an ovation in America without any personal risk, since informality was obtainable. Pigott said he had disclosed to Mr Lewis, the solicitor, the whole of Houston's case, but denied having admitted that he believed it was not genuine. Witness said his object in seeing Labouchere was his desire to escape giving evidence, as he feared he might be murdered.: [565, 250, 739, 413]
divider: [83, 51, 113, 52]
dateline: Paris, February 23.: [1038, 1017, 1103, 1025]
table-cell: Cinderella 8 2: [750, 993, 796, 1002]
divider: [83, 900, 113, 901]
divider: [452, 412, 482, 413]
paragraph: Labouchere again took witness aside and offered him £1,000 to admit the forgery. Witness admitted that possibly he mentioned they were forgeries, but he required £5,000 to do what he was asked, and the matter was not settled. In the meantime the "Times" served him with a subpoena. Another interview took place at a later date, but without any result.: [929, 77, 1103, 143]
paragraph: Te Kooti has replied to a telegram of the Premier, telling him "You shall not come," that he will come.: [195, 876, 369, 893]
table-cell: Cyclops 8 10: [750, 1116, 792, 1125]
